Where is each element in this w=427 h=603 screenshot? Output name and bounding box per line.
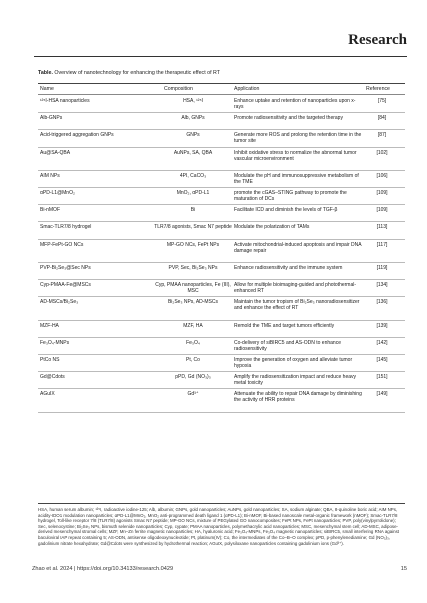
table-row: [38, 355, 405, 372]
cell-reference: [84]: [377, 115, 387, 122]
cell-application: Remold the TME and target tumors efficiently: [234, 322, 335, 329]
cell-composition: 4PI, CaCO₃: [179, 172, 207, 179]
table-header-rule: [38, 94, 405, 95]
cell-application: Co-delivery of siBIRC5 and AS-ODN to enhance radiosensitivity: [234, 339, 341, 352]
cell-reference: [113]: [376, 224, 388, 231]
cell-reference: [134]: [376, 282, 388, 289]
cell-name: Acid-triggered aggregation GNPs: [40, 132, 114, 139]
cell-application: Inhibit oxidative stress to normalize the abnormal tumor vascular microenvironment: [234, 149, 357, 162]
table-caption: [38, 70, 398, 77]
cell-name: Smac-TLR7/8 hydrogel: [40, 224, 92, 231]
header-application: Application: [234, 86, 260, 92]
table-row: [38, 321, 405, 338]
cell-name: AIM NPs: [40, 172, 60, 179]
table-top-rule: [38, 83, 405, 84]
cell-composition: MP-GO NCs, FePt NPs: [166, 241, 220, 248]
page-footer: [32, 566, 407, 572]
header-name: Name: [40, 86, 54, 92]
cell-name: AD-MSCs/Bi₂Se₃: [40, 299, 79, 306]
table-row: [38, 96, 405, 113]
citation: Zhao et al. 2024 | https://doi.org/10.34133/research.0429: [32, 566, 174, 572]
cell-application: Improve the generation of oxygen and alleviate tumor hypoxia: [234, 356, 353, 370]
table-row: [38, 148, 405, 171]
table-row: [38, 222, 405, 239]
cell-reference: [109]: [376, 207, 388, 214]
journal-name: Research: [348, 32, 407, 48]
cell-name: Alb-GNPs: [40, 115, 63, 122]
cell-composition: AuNPs, SA, QBA: [173, 149, 213, 156]
cell-reference: [145]: [376, 356, 388, 363]
table-row: [38, 389, 405, 412]
cell-composition: pPD, Gd (NO₃)₃: [175, 374, 211, 381]
cell-composition: Alb, GNPs: [181, 115, 205, 122]
table-header-row: [38, 86, 405, 94]
cell-name: Fe₃O₄-MNPs: [40, 339, 70, 346]
cell-reference: [117]: [376, 241, 388, 248]
cell-composition: GNPs: [186, 132, 200, 139]
cell-composition: MZF, HA: [183, 322, 203, 329]
header-reference: Reference: [366, 86, 390, 92]
cell-reference: [87]: [377, 132, 387, 139]
cell-application: Promote radiosensitivity and the targeted therapy: [234, 115, 343, 122]
cell-application: Attenuate the ability to repair DNA damage by diminishing the activity of HRR proteins: [234, 391, 362, 404]
cell-composition: MnO₂, αPD-L1: [176, 190, 210, 197]
table-row: [38, 338, 405, 355]
cell-name: PtCo NS: [40, 356, 60, 363]
cell-reference: [142]: [376, 339, 388, 346]
table-row: [38, 263, 405, 280]
table-row: [38, 188, 405, 205]
cell-application: Amplify the radiosensitization impact and reduce heavy metal toxicity: [234, 374, 357, 387]
cell-reference: [75]: [377, 98, 387, 104]
table-row: [38, 113, 405, 130]
cell-name: αPD-L1@MnO₂: [40, 190, 75, 197]
table-body: [38, 96, 405, 413]
cell-application: Allow for multiple bioimaging-guided and photothermal-enhanced RT: [234, 282, 357, 295]
table-row: [38, 280, 405, 297]
table-footnote: HSA, human serum albumin; ¹²⁵I, radioactive iodine-125; Alb, albumin; GNPs, gold nanoparticles; AuNPs, gold nanoparticles; SA, sodium alginate; QBA, 8-quinoline boric acid; AIM NPs, acidity-IDO1 modulation nanoparticles; αPD-L1@MnO₂, MnO₂ anti-programmed death ligand 1 (αPD-L1); Bi-nMOF, Bi-based nanoscale metal-organic framework (nMOF); Smac-TLR7/8 hydrogel, Toll-like receptor 7/8 (TLR7/8) agonists Smac N7 peptide; MP-GO NCs, mixture of PEGylated GO nanocomposites; FePt NPs, FePt nanoparticles; PVP, poly(vinylpyrrolidone); Sec, selenocystine; Bi₂Se₃ NPs, bismuth selenide nanoparticles; Cyp, cypate; PMAA nanoparticles, polymethacrylic acid nanoparticles; MSC, mesenchymal stem cell; AD-MSC, adipose-derived mesenchymal stromal cells; MZF, Mn–Zn ferrite magnetic nanoparticles; HA, hyaluronic acid; Fe₃O₄-MNPs, Fe₃O₄ magnetic nanoparticles; siBIRC5, small interfering RNA against baculoviral IAP repeat containing 5; AS-ODN, antisense oligodeoxynucleotide; Pt, platinum(IV); Co, the intermediates of the Co–B–O complex; pPD, p-phenylenediamine; Gd (NO₃)₃, gadolinium nitrate hexahydrate; Gd@Cdots were synthesized by hydrothermal reaction; AGuIX, polysiloxane nanoparticles containing gadolinium ions (Gd³⁺).: [38, 507, 399, 546]
cell-application: Activate mitochondrial-induced apoptosis and impair DNA damage repair: [234, 241, 362, 254]
cell-reference: [149]: [376, 391, 388, 398]
header-composition: Composition: [164, 86, 193, 92]
cell-application: promote the cGAS–STING pathway to promote the maturation of DCs: [234, 190, 347, 203]
cell-composition: Fe₃O₄: [186, 339, 200, 346]
cell-composition: PVP, Sec, Bi₂Se₃ NPs: [168, 264, 218, 271]
cell-composition: Bi₂Se₃ NPs, AD-MSCs: [167, 299, 219, 306]
table-row: [38, 130, 405, 147]
cell-reference: [119]: [376, 264, 388, 271]
cell-name: Bi-nMOF: [40, 207, 60, 214]
table-row: [38, 240, 405, 263]
table-row: [38, 297, 405, 320]
cell-composition: Bi: [190, 207, 196, 214]
cell-application: Modulate the polarization of TAMs: [234, 224, 310, 231]
cell-composition: TLR7/8 agonists, Smac N7 peptide: [154, 224, 232, 231]
cell-application: Modulate the pH and immunosuppressive metabolism of the TME: [234, 172, 359, 185]
cell-reference: [106]: [376, 172, 388, 179]
table-row: [38, 372, 405, 389]
cell-application: Enhance uptake and retention of nanoparticles upon x-rays: [234, 98, 356, 111]
cell-name: Au@SA-QBA: [40, 149, 71, 156]
header-rule: [34, 56, 407, 57]
table-row: [38, 205, 405, 222]
cell-application: Generate more ROS and prolong the retention time in the tumor site: [234, 132, 362, 145]
cell-composition: Gd³⁺: [187, 391, 199, 398]
cell-name: MFP-FePt-GO NCs: [40, 241, 84, 248]
cell-name: Gd@Cdots: [40, 374, 65, 381]
table-caption-label: Table.: [38, 70, 53, 76]
cell-composition: HSA, ¹²⁵I: [183, 98, 203, 104]
table-caption-text: Overview of nanotechnology for enhancing the therapeutic effect of RT: [54, 70, 220, 76]
cell-application: Maintain the tumor tropism of Bi₂Se₃ nanoradiosensitizer and enhance the effect of RT: [234, 299, 360, 312]
cell-name: Cyp-PMAA-Fe@MSCs: [40, 282, 91, 289]
cell-name: AGuIX: [40, 391, 55, 398]
cell-name: MZF-HA: [40, 322, 59, 329]
cell-name: ¹²⁵I-HSA nanoparticles: [40, 98, 90, 104]
cell-reference: [136]: [376, 299, 388, 306]
cell-reference: [139]: [376, 322, 388, 329]
cell-composition: Pt, Co: [186, 356, 200, 363]
page-number: 15: [400, 566, 407, 572]
table-bottom-rule: [38, 503, 405, 504]
cell-reference: [109]: [376, 190, 388, 197]
cell-application: Facilitate ICD and diminish the levels of TGF-β: [234, 207, 338, 214]
cell-name: PVP-Bi₂Se₃@Sec NPs: [40, 264, 91, 271]
cell-composition: Cyp, PMAA nanoparticles, Fe (III), MSC: [155, 282, 231, 295]
cell-application: Enhance radiosensitivity and the immune system: [234, 264, 343, 271]
cell-reference: [102]: [376, 149, 388, 156]
table-row: [38, 171, 405, 188]
cell-reference: [151]: [376, 374, 388, 381]
